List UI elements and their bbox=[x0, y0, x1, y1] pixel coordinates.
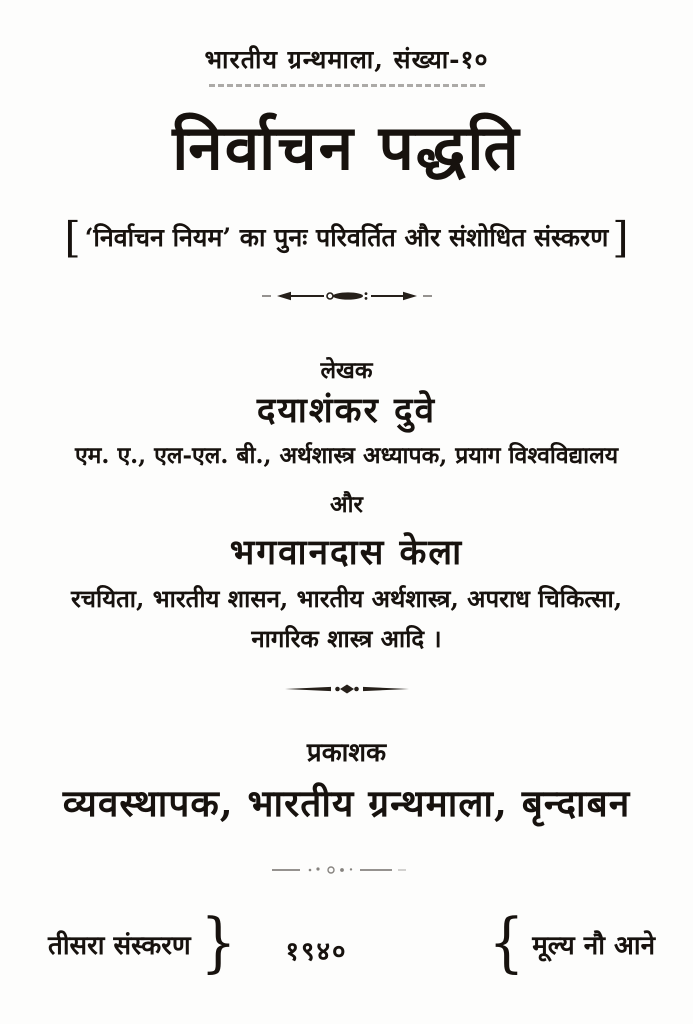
publisher-name: व्यवस्थापक, भारतीय ग्रन्थमाला, बृन्दाबन bbox=[62, 781, 631, 825]
publication-year: १९४० bbox=[285, 937, 348, 967]
author-section-label: लेखक bbox=[320, 357, 373, 384]
divider-faded-ornament-icon bbox=[272, 860, 422, 879]
subtitle-close-bracket: ] bbox=[612, 213, 629, 262]
publisher-section-label: प्रकाशक bbox=[306, 738, 387, 768]
price-text: मूल्य नौ आने bbox=[532, 931, 655, 961]
subtitle-open-bracket: [ bbox=[64, 213, 81, 262]
imprint-row bbox=[0, 908, 693, 988]
author2-credentials-line1: रचयिता, भारतीय शासन, भारतीय अर्थशास्त्र, अपराध चिकित्सा, bbox=[70, 584, 623, 613]
author1-name: दयाशंकर दुवे bbox=[256, 390, 437, 431]
author2-name: भगवानदास केला bbox=[229, 532, 464, 573]
subtitle-text: ‘निर्वाचन नियम’ का पुनः परिवर्तित और संशोधित संस्करण bbox=[84, 223, 609, 252]
author2-credentials-line2: नागरिक शास्त्र आदि । bbox=[251, 624, 442, 653]
subtitle-line bbox=[0, 213, 693, 262]
price-statement: { मूल्य नौ आने bbox=[488, 906, 655, 981]
divider-arrow-ornament-icon bbox=[262, 288, 432, 307]
divider-diamond-ornament-icon bbox=[285, 680, 409, 699]
edition-text: तीसरा संस्करण bbox=[48, 931, 191, 961]
edition-statement: तीसरा संस्करण } bbox=[48, 906, 237, 981]
author1-credentials: एम. ए., एल-एल. बी., अर्थशास्त्र अध्यापक, प्रयाग विश्वविद्यालय bbox=[74, 442, 619, 469]
book-title: निर्वाचन पद्धति bbox=[172, 111, 521, 184]
series-underline-rule bbox=[209, 84, 485, 87]
series-title: भारतीय ग्रन्थमाला, संख्या-१० bbox=[204, 45, 489, 74]
authors-conjunction: और bbox=[330, 491, 363, 518]
